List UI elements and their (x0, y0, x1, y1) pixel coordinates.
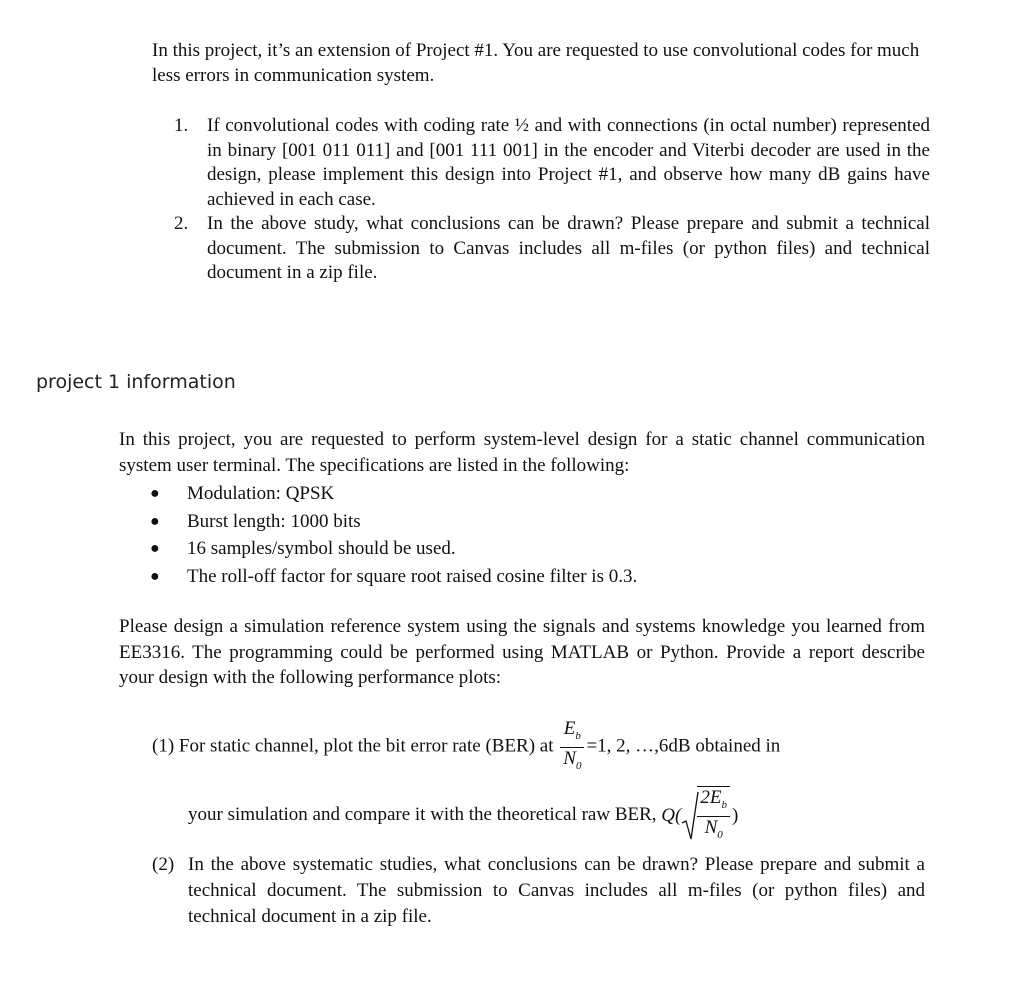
requirement-1-line2 (188, 786, 738, 846)
intro-text: In this project, it’s an extension of Project #1. You are requested to use convolutional codes for much less errors in communication system. (152, 40, 920, 86)
requirement-2 (152, 852, 925, 930)
requirement-1-after: =1, 2, …,6dB obtained in (586, 735, 781, 757)
spec-item (150, 508, 850, 536)
task-number: 2. (174, 213, 189, 234)
sqrt-bottom: N (704, 816, 718, 838)
fraction-bottom: N (563, 747, 576, 769)
task-item (170, 212, 930, 286)
fraction-top-sub: b (575, 729, 581, 742)
project1-intro: In this project, you are requested to perform system-level design for a static channel communication system user terminal. The specifications are listed in the following: (119, 429, 925, 476)
task-number: 1. (174, 115, 189, 136)
spec-text: Modulation: QPSK (187, 483, 335, 504)
task-item (170, 114, 930, 212)
eb-n0-fraction (560, 718, 584, 777)
bullet-icon: ● (150, 485, 160, 502)
spec-item (150, 563, 850, 591)
requirement-number: (1) (152, 735, 175, 757)
task-text: If convolutional codes with coding rate ½ and with connections (in octal number) represented in binary [001 011 011] and [001 111 001] in the encoder and Viterbi decoder are used in the design, please implement this design into Project #1, and observe how many dB gains have achieved in each case. (207, 115, 930, 210)
spec-list (150, 480, 850, 590)
sqrt-fraction (697, 786, 730, 846)
bullet-icon: ● (150, 512, 160, 530)
section-heading: project 1 information (36, 371, 236, 393)
q-function-formula (661, 786, 738, 846)
requirement-1-before: For static channel, plot the bit error rate (BER) at (178, 735, 554, 757)
spec-text: 16 samples/symbol should be used. (187, 538, 456, 559)
bullet-icon: ● (150, 567, 160, 585)
intro-paragraph (152, 38, 952, 88)
design-paragraph: Please design a simulation reference system using the signals and systems knowledge you learned from EE3316. The programming could be performed using MATLAB or Python. Provide a report describe your design with the following performance plots: (119, 616, 925, 688)
requirement-1-line2-text: your simulation and compare it with the theoretical raw BER, (188, 804, 657, 826)
task-text: In the above study, what conclusions can be drawn? Please prepare and submit a technical document. The submission to Canvas includes all m-files (or python files) and technical document in a zip file. (207, 213, 930, 283)
q-function-open: Q( (661, 804, 682, 826)
q-function-close: ) (731, 804, 739, 826)
spec-text: Burst length: 1000 bits (187, 510, 361, 532)
sqrt-top: 2E (700, 787, 722, 808)
spec-text: The roll-off factor for square root raised cosine filter is 0.3. (187, 565, 638, 587)
spec-item (150, 480, 850, 508)
sqrt-bottom-sub: 0 (717, 828, 723, 841)
requirement-1-line1 (152, 718, 780, 777)
task-list (170, 114, 930, 286)
fraction-top: E (563, 718, 576, 739)
fraction-bottom-sub: 0 (575, 759, 582, 772)
requirement-number: (2) (152, 854, 175, 875)
spec-item (150, 535, 850, 563)
requirement-2-text: In the above systematic studies, what conclusions can be drawn? Please prepare and submit a technical document. The submission to Canvas includes all m-files (or python files) and technical document in a zip file. (188, 854, 925, 927)
sqrt-top-sub: b (721, 798, 727, 811)
bullet-icon: ● (150, 540, 160, 557)
